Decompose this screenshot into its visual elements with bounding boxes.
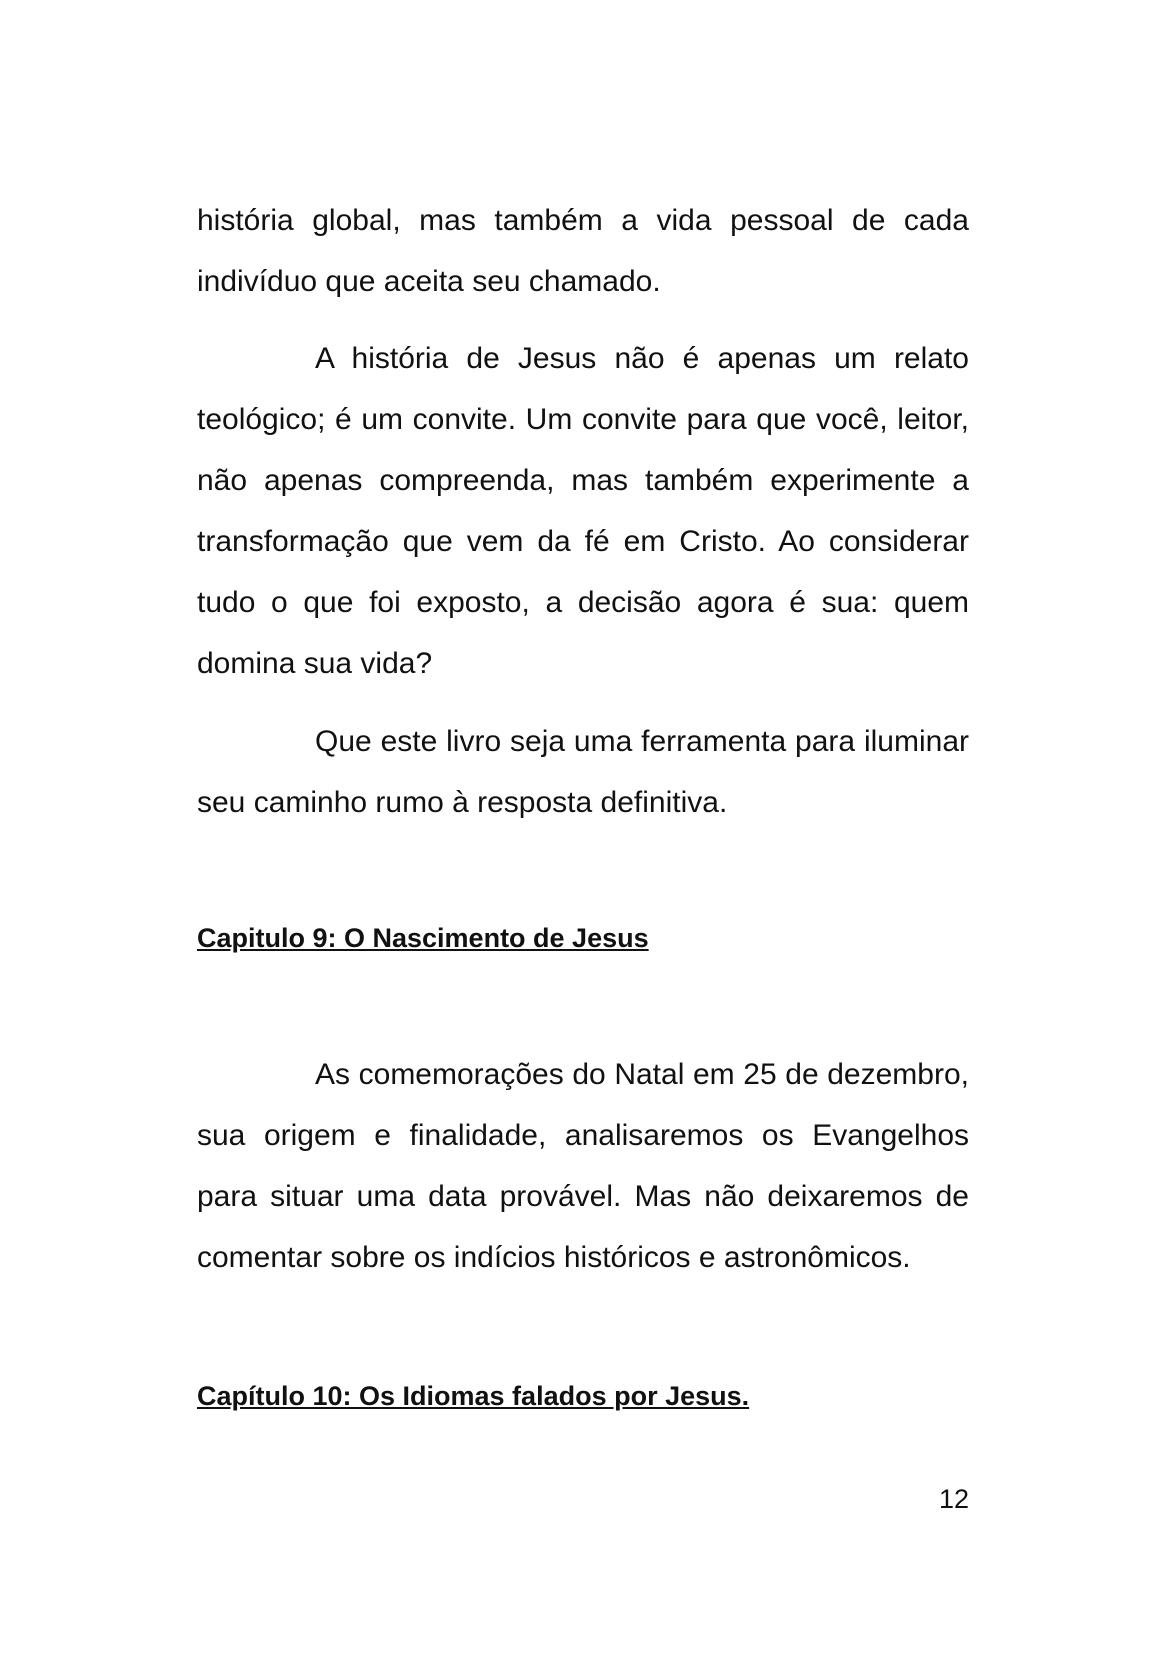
paragraph-closing: Que este livro seja uma ferramenta para iluminar seu caminho rumo à resposta definitiva. [197,725,969,819]
page-number: 12 [938,1484,969,1514]
paragraph-chapter-9-intro: As comemorações do Natal em 25 de dezembro, sua origem e finalidade, analisaremos os Evangelhos para situar uma data provável. Mas não deixaremos de comentar sobre os indícios históricos e astronômicos. [197,1058,969,1274]
chapter-10-heading: Capítulo 10: Os Idiomas falados por Jesus. [197,1381,750,1411]
paragraph-invitation: A história de Jesus não é apenas um relato teológico; é um convite. Um convite para que você, leitor, não apenas compreenda, mas também experimente a transformação que vem da fé em Cristo. Ao considerar tudo o que foi exposto, a decisão agora é sua: quem domina sua vida? [197,342,969,680]
paragraph-continuation: história global, mas também a vida pessoal de cada indivíduo que aceita seu chamado. [197,204,969,298]
chapter-9-heading: Capitulo 9: O Nascimento de Jesus [197,923,649,953]
